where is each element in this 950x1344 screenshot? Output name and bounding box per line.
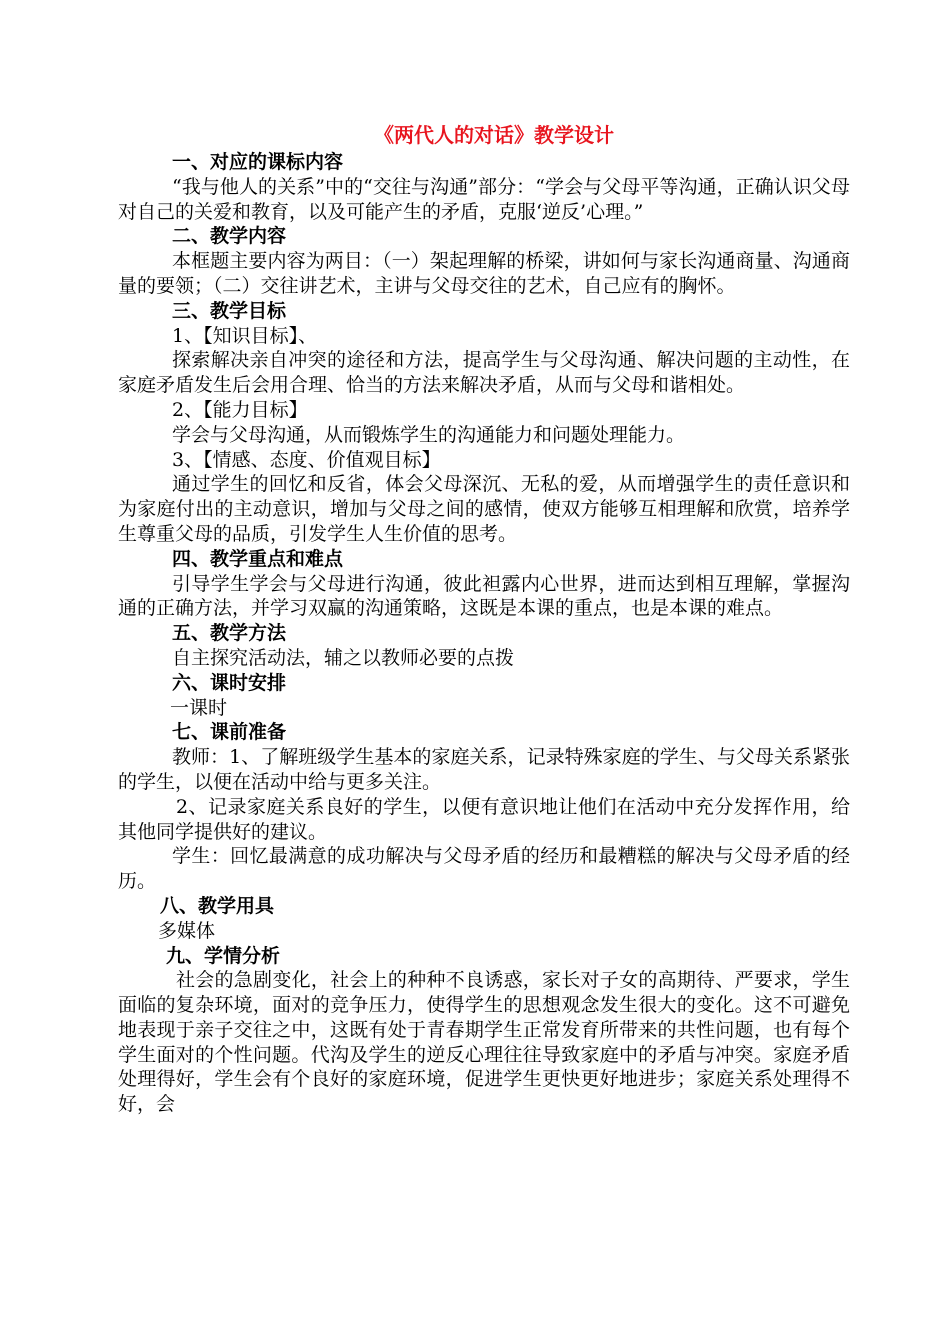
section-heading-objectives: 三、教学目标 <box>172 299 287 322</box>
paragraph: 引导学生学会与父母进行沟通，彼此袒露内心世界，进而达到相互理解，掌握沟通的正确方法，并学习双赢的沟通策略，这既是本课的重点，也是本课的难点。 <box>118 572 850 620</box>
document-title: 《两代人的对话》教学设计 <box>374 123 614 147</box>
paragraph: 通过学生的回忆和反省，体会父母深沉、无私的爱，从而增强学生的责任意识和为家庭付出的主动意识，增加与父母之间的感情，使双方能够互相理解和欣赏，培养学生尊重父母的品质，引发学生人生价值的思考。 <box>118 473 850 545</box>
paragraph: 多媒体 <box>158 919 216 942</box>
paragraph: 2、记录家庭关系良好的学生，以便有意识地让他们在活动中充分发挥作用，给其他同学提供好的建议。 <box>118 795 850 843</box>
section-heading-preparation: 七、课前准备 <box>172 721 287 744</box>
paragraph: 自主探究活动法，辅之以教师必要的点拨 <box>172 646 515 669</box>
paragraph: 教师：1、了解班级学生基本的家庭关系，记录特殊家庭的学生、与父母关系紧张的学生，以便在活动中给与更多关注。 <box>118 746 850 793</box>
section-heading-key-points: 四、教学重点和难点 <box>172 547 344 570</box>
paragraph: 3、【情感、态度、价值观目标】 <box>172 448 441 471</box>
paragraph: 本框题主要内容为两目：（一）架起理解的桥梁，讲如何与家长沟通商量、沟通商量的要领；（二）交往讲艺术，主讲与父母交往的艺术，自己应有的胸怀。 <box>118 250 850 297</box>
section-heading-schedule: 六、课时安排 <box>172 671 287 694</box>
section-heading-tools: 八、教学用具 <box>160 894 275 917</box>
paragraph: 1、【知识目标】、 <box>172 324 318 347</box>
section-heading-curriculum: 一、对应的课标内容 <box>172 151 344 173</box>
paragraph: 探索解决亲自冲突的途径和方法，提高学生与父母沟通、解决问题的主动性，在家庭矛盾发生后会用合理、恰当的方法来解决矛盾，从而与父母和谐相处。 <box>118 349 850 397</box>
section-heading-content: 二、教学内容 <box>172 225 287 248</box>
paragraph: 学生：回忆最满意的成功解决与父母矛盾的经历和最糟糕的解决与父母矛盾的经历。 <box>118 845 850 893</box>
section-heading-methods: 五、教学方法 <box>172 622 287 645</box>
section-heading-student-analysis: 九、学情分析 <box>166 944 281 967</box>
paragraph: 一课时 <box>170 696 228 719</box>
paragraph: 2、【能力目标】 <box>172 398 308 421</box>
paragraph: 社会的急剧变化，社会上的种种不良诱惑，家长对子女的高期待、严要求，学生面临的复杂环境，面对的竞争压力，使得学生的思想观念发生很大的变化。这不可避免地表现于亲子交往之中，这既有处于青春期学生正常发育所带来的共性问题，也有每个学生面对的个性问题。代沟及学生的逆反心理往往导致家庭中的矛盾与冲突。家庭矛盾处理得好，学生会有个良好的家庭环境，促进学生更快更好地进步；家庭关系处理得不好，会 <box>118 969 850 1116</box>
document-page <box>118 120 850 1117</box>
paragraph: 学会与父母沟通，从而锻炼学生的沟通能力和问题处理能力。 <box>172 423 686 446</box>
paragraph: “我与他人的关系”中的“交往与沟通”部分：“学会与父母平等沟通，正确认识父母对自己的关爱和教育，以及可能产生的矛盾，克服‘逆反’心理。” <box>118 175 850 223</box>
